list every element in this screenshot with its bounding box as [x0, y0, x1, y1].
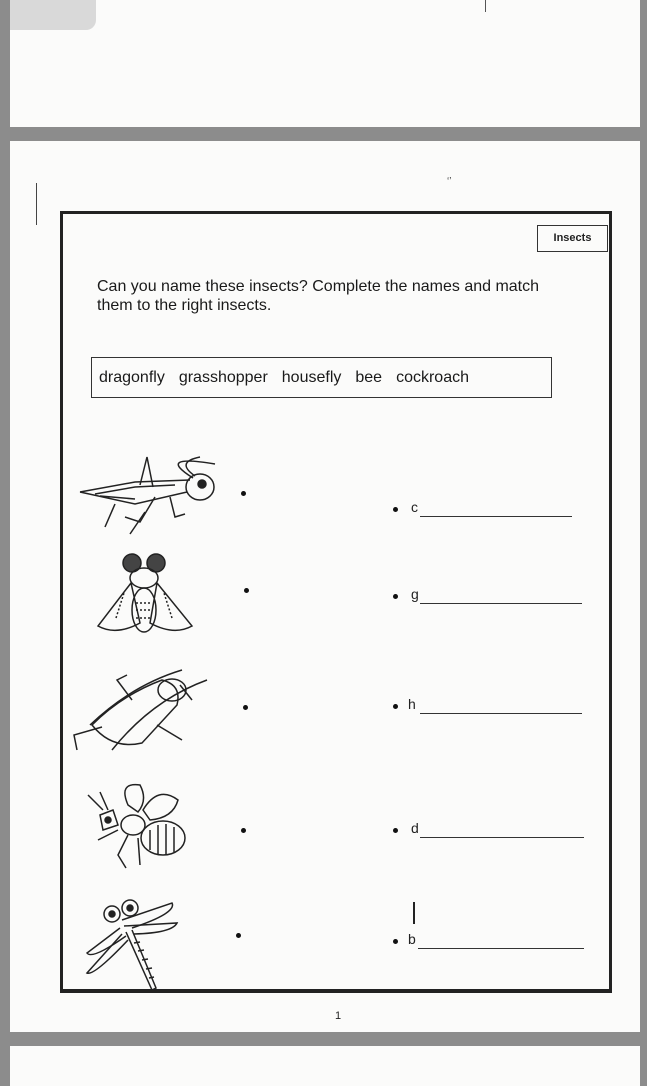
match-dot-left[interactable]: [236, 933, 241, 938]
answer-letter: c: [411, 499, 418, 515]
pencil-stroke: [413, 902, 415, 924]
match-dot-right[interactable]: [393, 828, 398, 833]
word-bank-item: cockroach: [396, 368, 469, 386]
topic-badge: Insects: [537, 225, 608, 252]
word-bank-item: dragonfly: [99, 368, 165, 386]
match-dot-left[interactable]: [244, 588, 249, 593]
answer-blank[interactable]: [420, 603, 582, 604]
answer-letter: g: [411, 586, 419, 602]
answer-blank[interactable]: [420, 713, 582, 714]
answer-blank[interactable]: [420, 516, 572, 517]
page-mark: [485, 0, 486, 12]
match-dot-left[interactable]: [241, 828, 246, 833]
next-page: [10, 1046, 640, 1086]
match-dot-right[interactable]: [393, 704, 398, 709]
word-bank-item: housefly: [281, 368, 342, 386]
match-dot-right[interactable]: [393, 594, 398, 599]
housefly-icon: [96, 548, 194, 638]
match-dot-right[interactable]: [393, 507, 398, 512]
answer-letter: b: [408, 931, 416, 947]
page-number: 1: [335, 1010, 342, 1022]
grasshopper-icon: [75, 452, 220, 537]
dragonfly-icon: [82, 898, 182, 993]
previous-page: [10, 0, 640, 127]
answer-blank[interactable]: [420, 837, 584, 838]
cockroach-icon: [72, 655, 210, 760]
word-bank-item: bee: [355, 368, 383, 386]
match-dot-left[interactable]: [241, 491, 246, 496]
match-dot-right[interactable]: [393, 939, 398, 944]
page-corner-tab: [10, 0, 96, 30]
answer-letter: d: [411, 820, 419, 836]
match-dot-left[interactable]: [243, 705, 248, 710]
answer-blank[interactable]: [418, 948, 584, 949]
bee-icon: [78, 780, 188, 872]
word-bank-item: grasshopper: [178, 368, 268, 386]
margin-mark: [36, 183, 37, 225]
word-bank: [91, 357, 552, 398]
pencil-mark: ‘’: [447, 176, 452, 187]
answer-letter: h: [408, 696, 416, 712]
instructions-text: Can you name these insects? Complete the names and match them to the right insects.: [97, 278, 540, 314]
